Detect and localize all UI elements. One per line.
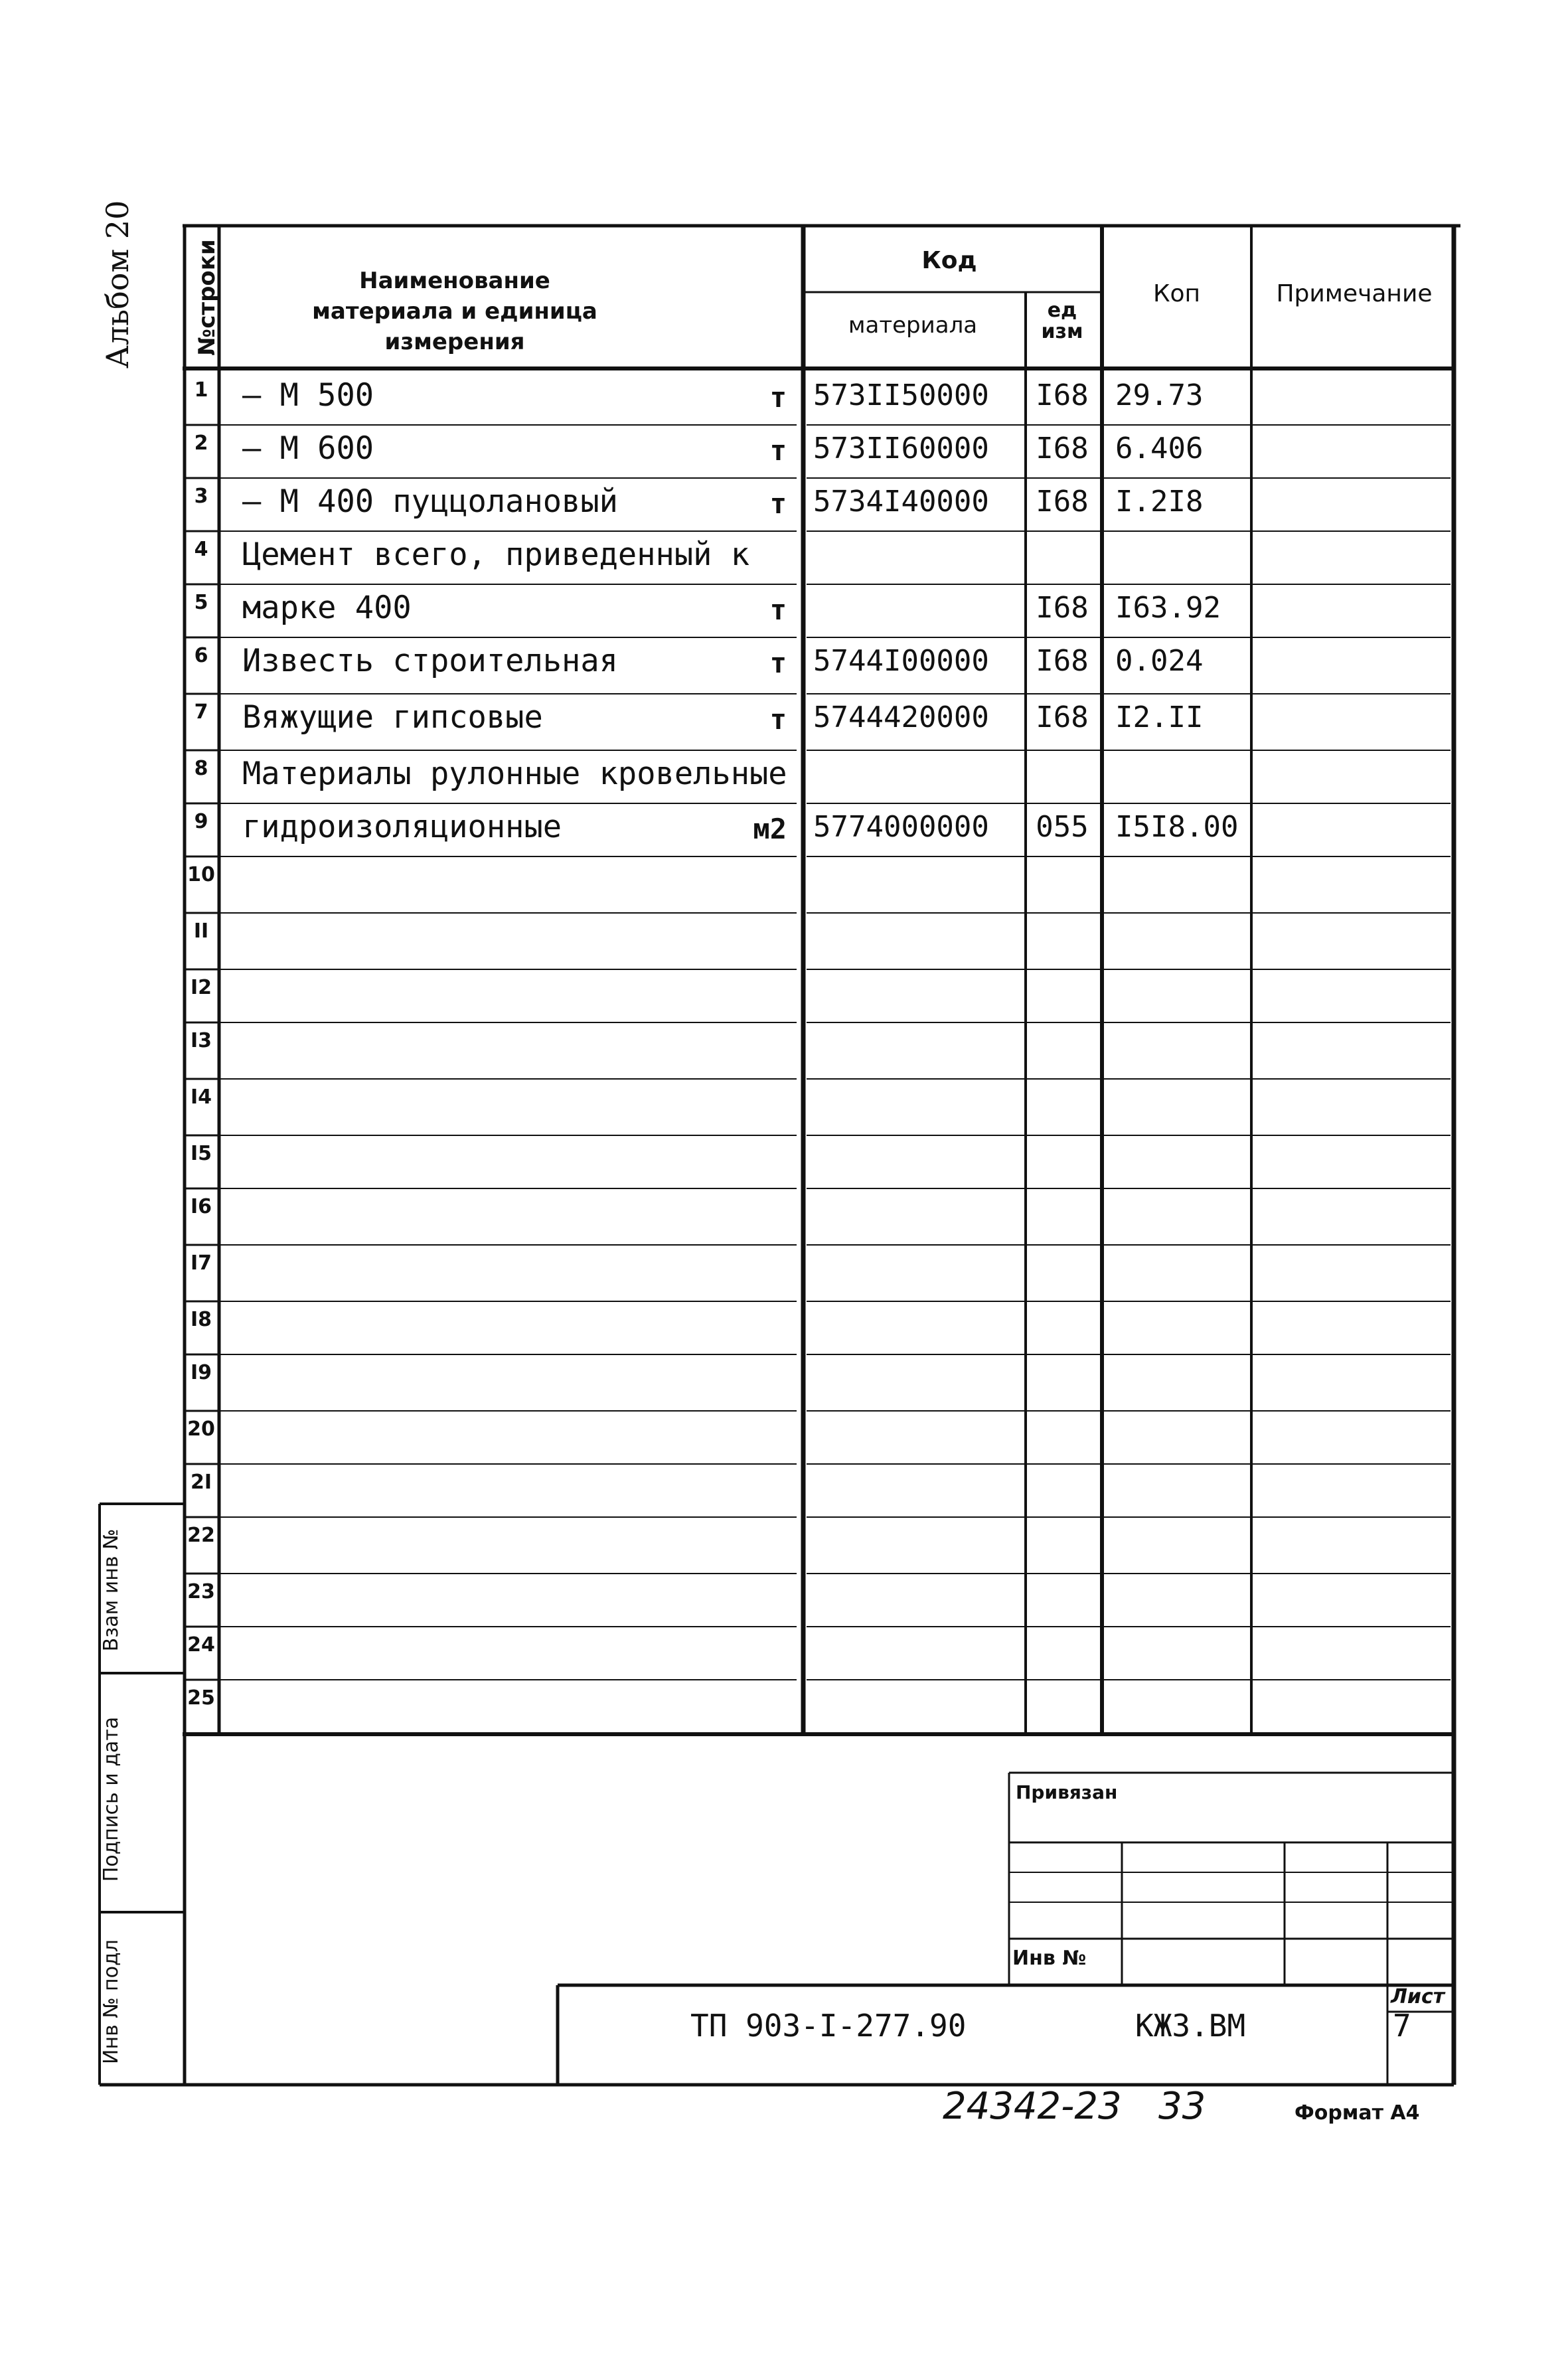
strip-vzam-inv: Взам инв № [100, 1528, 123, 1652]
material-name: марке 400 [242, 590, 412, 626]
material-code: 573II50000 [813, 378, 989, 412]
quantity: 29.73 [1115, 378, 1204, 412]
paper-format: Формат А4 [1294, 2101, 1420, 2125]
material-name: – М 600 [242, 430, 374, 467]
material-code: 5774000000 [813, 810, 989, 844]
row-number: I2 [190, 976, 212, 999]
unit-code: 055 [1036, 810, 1089, 844]
row-number: 9 [194, 810, 208, 833]
material-unit: т [769, 381, 787, 414]
quantity: I.2I8 [1115, 485, 1204, 519]
quantity: I63.92 [1115, 591, 1221, 625]
row-number: 20 [187, 1418, 215, 1441]
material-name: Цемент всего, приведенный к [242, 536, 750, 573]
row-number: 6 [194, 644, 208, 667]
sheet-label: Лист [1391, 1985, 1445, 2008]
row-number: 1 [194, 378, 208, 402]
material-code: 5744420000 [813, 700, 989, 734]
unit-code: I68 [1036, 485, 1089, 519]
unit-code: I68 [1036, 432, 1089, 465]
material-unit: т [769, 703, 787, 736]
inv-no-label: Инв № [1012, 1947, 1087, 1970]
row-number: I3 [190, 1029, 212, 1052]
header-code-material: материала [848, 312, 978, 339]
quantity: I2.II [1115, 700, 1204, 734]
row-number: I4 [190, 1086, 212, 1109]
material-code: 5734I40000 [813, 485, 989, 519]
quantity: 6.406 [1115, 432, 1204, 465]
row-number: I7 [190, 1252, 212, 1275]
material-code: 5744I00000 [813, 644, 989, 678]
row-number: 24 [187, 1633, 215, 1657]
material-name: Материалы рулонные кровельные [242, 756, 787, 792]
header-code-unit: ед изм [1041, 299, 1083, 343]
material-unit: т [769, 434, 787, 467]
row-number: 2 [194, 432, 208, 455]
row-number: 10 [187, 863, 215, 886]
row-number: 4 [194, 538, 208, 561]
row-number: 22 [187, 1524, 215, 1547]
unit-code: I68 [1036, 591, 1089, 625]
header-note: Примечание [1276, 280, 1433, 307]
row-number: 5 [194, 591, 208, 614]
row-number: I8 [190, 1308, 212, 1331]
material-name: Вяжущие гипсовые [242, 699, 543, 736]
row-number: 2I [190, 1471, 212, 1494]
quantity: 0.024 [1115, 644, 1204, 678]
privyazan-label: Привязан [1016, 1781, 1118, 1803]
document-code: ТП 903-I-277.90 [690, 2008, 967, 2044]
archive-stamp: 24342-23 [943, 2085, 1122, 2128]
material-unit: м2 [753, 813, 787, 845]
material-name: – М 500 [242, 377, 374, 414]
row-number: 23 [187, 1580, 215, 1603]
strip-inv-podl: Инв № подл [100, 1939, 123, 2064]
material-unit: т [769, 647, 787, 679]
header-quantity: Коп [1152, 280, 1201, 307]
quantity: I5I8.00 [1115, 810, 1239, 844]
row-number: I9 [190, 1361, 212, 1384]
page-number: 33 [1158, 2085, 1206, 2128]
album-label: Альбом 20 [100, 200, 135, 368]
row-number: 25 [187, 1686, 215, 1710]
material-name: гидроизоляционные [242, 809, 562, 845]
header-name: Наименование материала и единица измерения [312, 268, 597, 355]
material-code: 573II60000 [813, 432, 989, 465]
header-row-no: №строки [194, 239, 220, 356]
sheet-number: 7 [1393, 2008, 1411, 2044]
material-name: – М 400 пуццолановый [242, 483, 618, 520]
material-unit: т [769, 487, 787, 520]
row-number: 8 [194, 757, 208, 780]
row-number: I6 [190, 1195, 212, 1218]
material-name: Известь строительная [242, 643, 618, 679]
row-number: 7 [194, 700, 208, 724]
row-number: I5 [190, 1142, 212, 1165]
material-unit: т [769, 594, 787, 626]
row-number: 3 [194, 485, 208, 508]
document-suffix: КЖЗ.ВМ [1135, 2008, 1246, 2044]
unit-code: I68 [1036, 378, 1089, 412]
unit-code: I68 [1036, 644, 1089, 678]
header-code-group: Код [921, 247, 977, 274]
strip-podpis-data: Подпись и дата [100, 1716, 123, 1882]
unit-code: I68 [1036, 700, 1089, 734]
row-number: II [193, 920, 209, 943]
